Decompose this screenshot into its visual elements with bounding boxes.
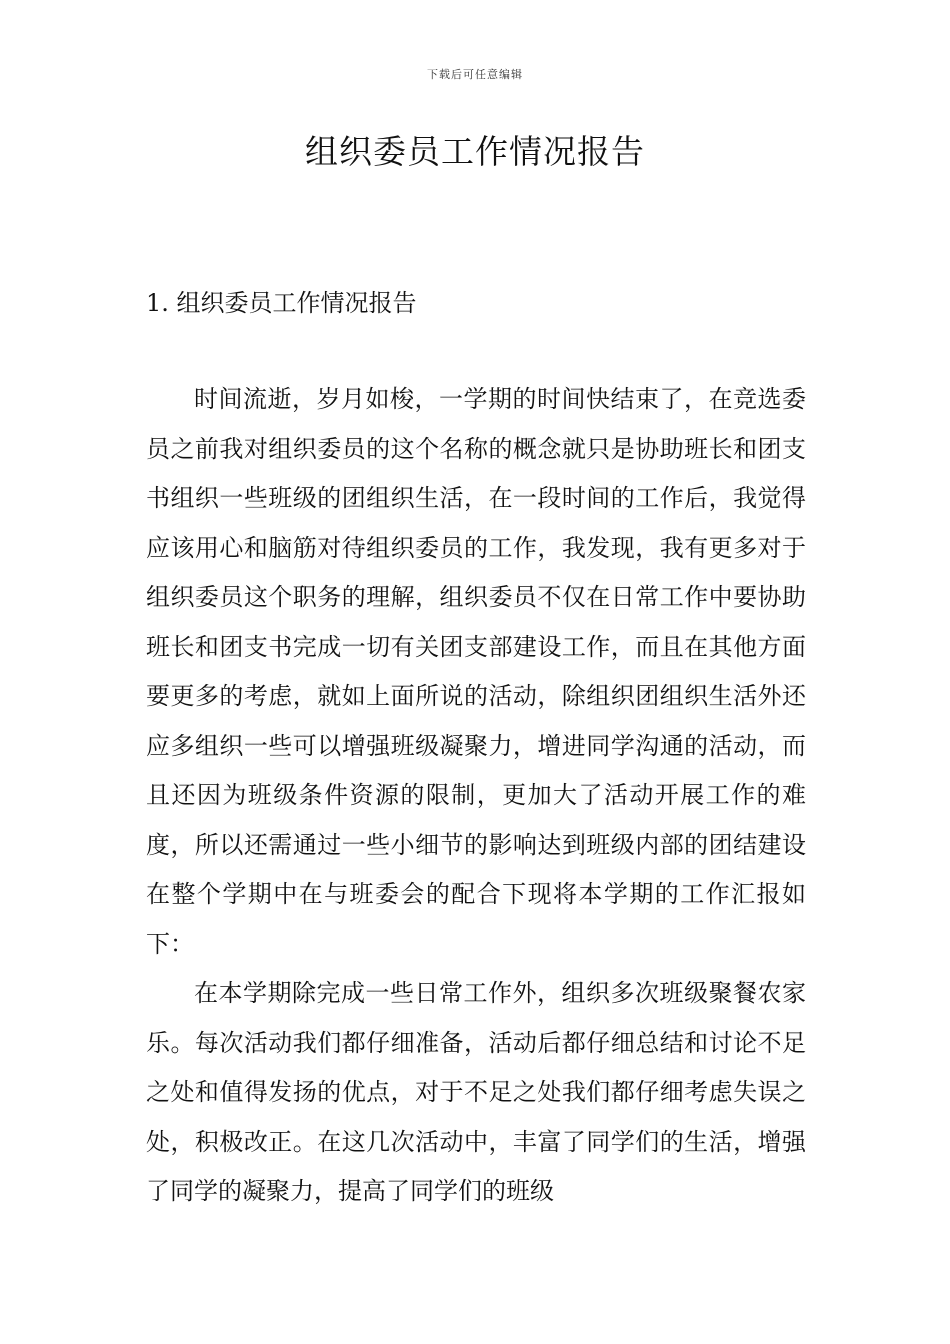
section-heading: 1. 组织委员工作情况报告: [146, 289, 417, 317]
paragraph-1: 时间流逝，岁月如梭，一学期的时间快结束了，在竞选委员之前我对组织委员的这个名称的概念就只是协助班长和团支书组织一些班级的团组织生活，在一段时间的工作后，我觉得应该用心和脑筋对待组织委员的工作，我发现，我有更多对于组织委员这个职务的理解，组织委员不仅在日常工作中要协助班长和团支书完成一切有关团支部建设工作，而且在其他方面要更多的考虑，就如上面所说的活动，除组织团组织生活外还应多组织一些可以增强班级凝聚力，增进同学沟通的活动，而且还因为班级条件资源的限制，更加大了活动开展工作的难度，所以还需通过一些小细节的影响达到班级内部的团结建设在整个学期中在与班委会的配合下现将本学期的工作汇报如下：: [146, 385, 806, 958]
header-note: 下载后可任意编辑: [427, 68, 523, 81]
paragraph-2: 在本学期除完成一些日常工作外，组织多次班级聚餐农家乐。每次活动我们都仔细准备，活动后都仔细总结和讨论不足之处和值得发扬的优点，对于不足之处我们都仔细考虑失误之处，积极改正。在这几次活动中，丰富了同学们的生活，增强了同学的凝聚力，提高了同学们的班级: [146, 979, 806, 1205]
document-title: 组织委员工作情况报告: [305, 132, 645, 171]
body-text: [146, 375, 806, 1217]
